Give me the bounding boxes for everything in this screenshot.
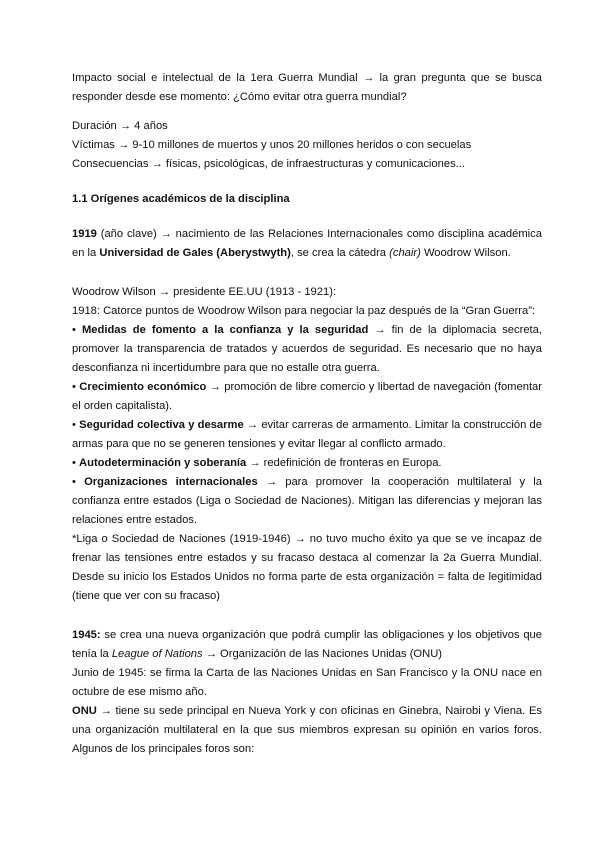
year-1919: 1919 <box>72 228 97 240</box>
duracion-line: Duración → 4 años <box>72 120 168 132</box>
consecuencias-line: Consecuencias → físicas, psicológicas, de infraestructuras y comunicaciones... <box>72 158 465 170</box>
list-item: • Medidas de fomento a la confianza y la seguridad → fin de la diplomacia secreta, promover la transparencia de tratados y acuerdos de seguridad. Es necesario que no haya desconfianza ni incertidumbre para que no estalle otra guerra. <box>72 324 543 374</box>
junio-paragraph: Junio de 1945: se firma la Carta de las Naciones Unidas en San Francisco y la ONU nace en octubre de ese mismo año. <box>72 667 542 698</box>
bullet-icon: • <box>72 457 76 469</box>
bullet-icon: • <box>72 324 76 336</box>
bullet-icon: • <box>72 419 76 431</box>
victimas-line: Víctimas → 9-10 millones de muertos y unos 20 millones heridos o con secuelas <box>72 139 472 151</box>
wilson-line: Woodrow Wilson → presidente EE.UU (1913 - 1921): <box>72 286 337 298</box>
list-item: • Organizaciones internacionales → para promover la cooperación multilateral y la confianza entre estados (Liga o Sociedad de Naciones). Mitigan las diferencias y mejoran las relaciones entre estados. <box>72 476 542 526</box>
section-heading: 1.1 Orígenes académicos de la disciplina <box>72 193 290 205</box>
liga-note: *Liga o Sociedad de Naciones (1919-1946) → no tuvo mucho éxito ya que se ve incapaz de frenar las tensiones entre estados y su fracaso destaca al comenzar la 2a Guerra Mundial. Desde su inicio los Estados Unidos no forma parte de esta organización = falta de legitimidad (tiene que ver con su fracaso) <box>72 533 542 602</box>
year-1945: 1945: <box>72 629 101 641</box>
catorce-puntos-line: 1918: Catorce puntos de Woodrow Wilson para negociar la paz después de la “Gran Guerra”: <box>72 305 536 317</box>
onu-paragraph: ONU → tiene su sede principal en Nueva York y con oficinas en Ginebra, Nairobi y Viena. Es una organización multilateral en la que sus miembros expresan su opinión en varios foros. Algunos de los principales foros son: <box>72 705 542 755</box>
bullet-icon: • <box>72 476 76 488</box>
bullet-icon: • <box>72 381 76 393</box>
list-item: • Crecimiento económico → promoción de libre comercio y libertad de navegación (fomentar el orden capitalista). <box>72 381 543 412</box>
paragraph-1945: 1945: se crea una nueva organización que podrá cumplir las obligaciones y los objetivos que tenía la League of Nations → Organización de las Naciones Unidas (ONU) <box>72 629 542 660</box>
league-of-nations-term: League of Nations <box>111 648 203 660</box>
list-item: • Seguridad colectiva y desarme → evitar carreras de armamento. Limitar la construcción de armas para que no se generen tensiones y evitar llegar al conflicto armado. <box>72 419 542 450</box>
paragraph-1919: 1919 (año clave) → nacimiento de las Relaciones Internacionales como disciplina académica en la Universidad de Gales (Aberystwyth), se crea la cátedra (chair) Woodrow Wilson. <box>72 228 542 259</box>
document-page <box>72 69 542 759</box>
university-name: Universidad de Gales (Aberystwyth) <box>99 247 291 259</box>
onu-term: ONU <box>72 705 97 717</box>
chair-term: (chair) <box>389 247 421 259</box>
list-item: • Autodeterminación y soberanía → redefinición de fronteras en Europa. <box>72 457 442 469</box>
intro-paragraph: Impacto social e intelectual de la 1era Guerra Mundial → la gran pregunta que se busca responder desde ese momento: ¿Cómo evitar otra guerra mundial? <box>72 72 542 103</box>
